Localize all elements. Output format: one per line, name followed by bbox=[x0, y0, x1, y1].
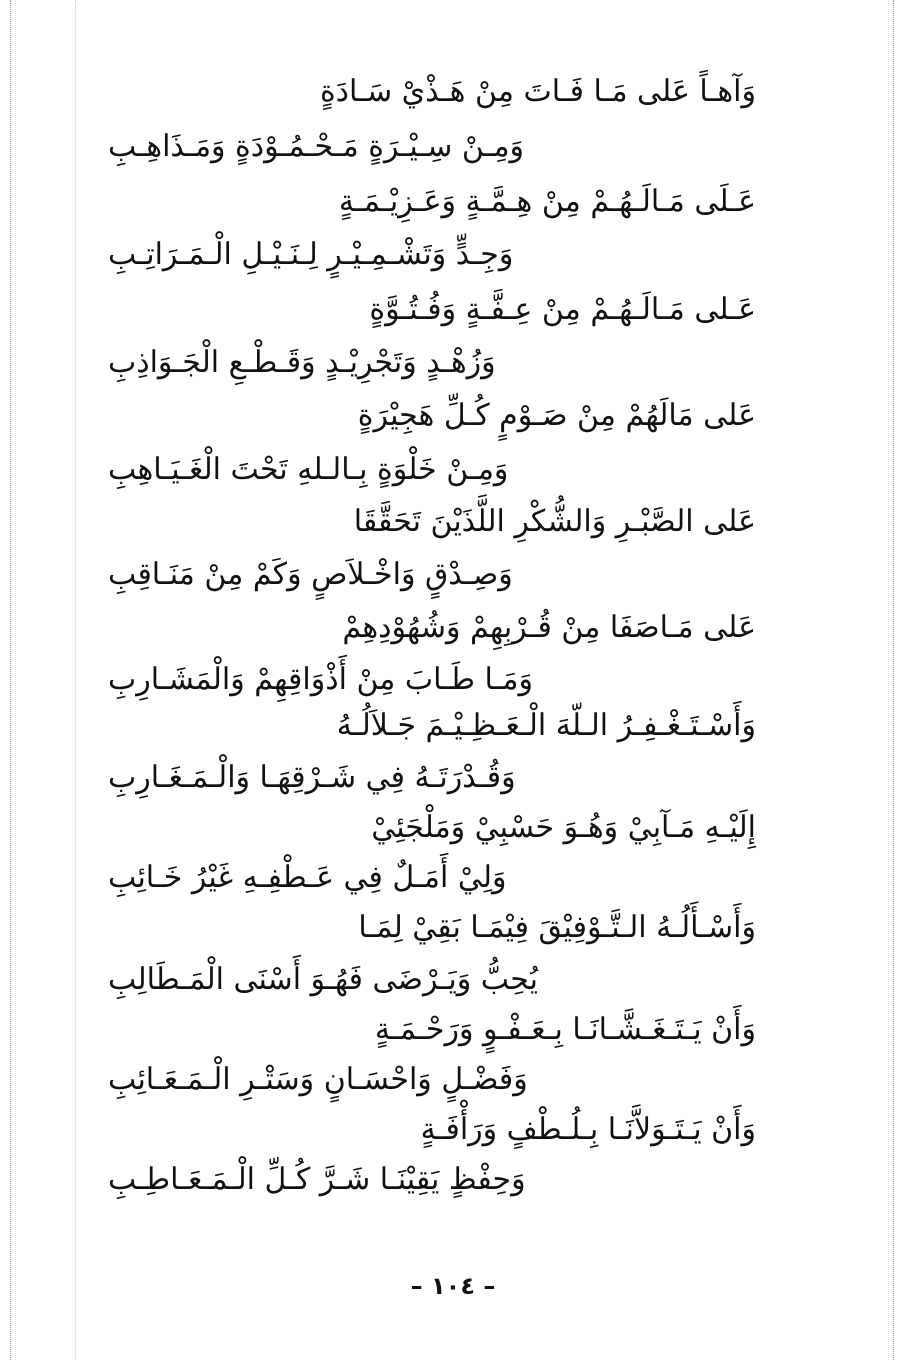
verse-line: وَأَسْـتَـغْـفِـرُ الـلّهَ الْـعَـظِـيْـمَ جَـلاَلُـهُ bbox=[336, 708, 756, 743]
verse-line: وَآهـاً عَلى مَـا فَـاتَ مِنْ هَـذْيْ سَـادَةٍ bbox=[319, 74, 756, 109]
verse-line: عَلى مَـاصَفَا مِنْ قُـرْبِهِمْ وَشُهُوْدِهِمْ bbox=[342, 610, 756, 645]
verse-line: وَفَضْـلٍ وَاحْسَـانٍ وَسَتْـرِ الْـمَـعَـائِبِ bbox=[108, 1062, 528, 1097]
verse-line: وَحِفْظٍ يَقِيْنَـا شَـرَّ كُـلِّ الْـمَـعَـاطِـبِ bbox=[108, 1162, 526, 1197]
verse-line: عَلى الصَّبْـرِ وَالشُّكْرِ اللَّذَيْنَ تَحَقَّقَا bbox=[353, 504, 756, 539]
page-number: – ١٠٤ – bbox=[410, 1272, 496, 1300]
verse-line: عَـلَى مَـالَـهُـمْ مِنْ هِـمَّـةٍ وَعَـزِيْـمَـةٍ bbox=[338, 184, 756, 219]
verse-line: وَمِـنْ سِـيْـرَةٍ مَـحْـمُـوْدَةٍ وَمَـذَاهِـبِ bbox=[108, 129, 525, 164]
verse-line: وَقُـدْرَتَـهُ فِي شَـرْقِهَـا وَالْـمَـغَـارِبِ bbox=[108, 760, 516, 795]
verse-line: وَأَسْـأَلُـهُ الـتَّـوْفِيْقَ فِيْمَـا بَقِيْ لِمَـا bbox=[358, 910, 756, 945]
verse-line: وَلِيْ أَمَـلٌ فِي عَـطْفِـهِ غَيْرُ خَـائِبِ bbox=[108, 860, 507, 895]
verse-line: وَمَـا طَـابَ مِنْ أَذْوَاقِهِمْ وَالْمَشَـارِبِ bbox=[108, 662, 533, 697]
verse-line: يُحِبُّ وَيَـرْضَى فَهُـوَ أَسْنَى الْمَـطَالِبِ bbox=[108, 962, 538, 997]
verse-line: إِلَيْـهِ مَـآبِيْ وَهُـوَ حَسْبِيْ وَمَلْجَئِيْ bbox=[371, 810, 756, 845]
verse-line: وَصِـدْقٍ وَاخْـلاَصٍ وَكَمْ مِنْ مَنَـاقِبِ bbox=[108, 557, 513, 592]
verse-line: وَمِـنْ خَلْوَةٍ بِـالـلهِ تَحْتَ الْغَـيَـاهِبِ bbox=[108, 452, 509, 487]
verse-line: وَزُهْـدٍ وَتَجْرِيْـدٍ وَقَـطْـعِ الْجَـوَاذِبِ bbox=[108, 345, 496, 380]
verse-line: وَأَنْ يَـتَـوَلاَّنَـا بِـلُـطْفٍ وَرَأْفَـةٍ bbox=[420, 1112, 756, 1147]
verse-line: وَأَنْ يَـتَـغَـشَّـانَـا بِـعَـفْـوٍ وَرَحْـمَـةٍ bbox=[374, 1012, 756, 1047]
verse-line: وَجِـدٍّ وَتَشْـمِـيْـرٍ لِـنَـيْـلِ الْـمَـرَاتِـبِ bbox=[108, 237, 514, 272]
verse-line: عَلى مَالَهُمْ مِنْ صَـوْمٍ كُـلِّ هَجِيْرَةٍ bbox=[357, 398, 756, 433]
verse-line: عَـلى مَـالَـهُـمْ مِنْ عِـفَّـةٍ وَفُـتُـوَّةٍ bbox=[369, 292, 756, 327]
